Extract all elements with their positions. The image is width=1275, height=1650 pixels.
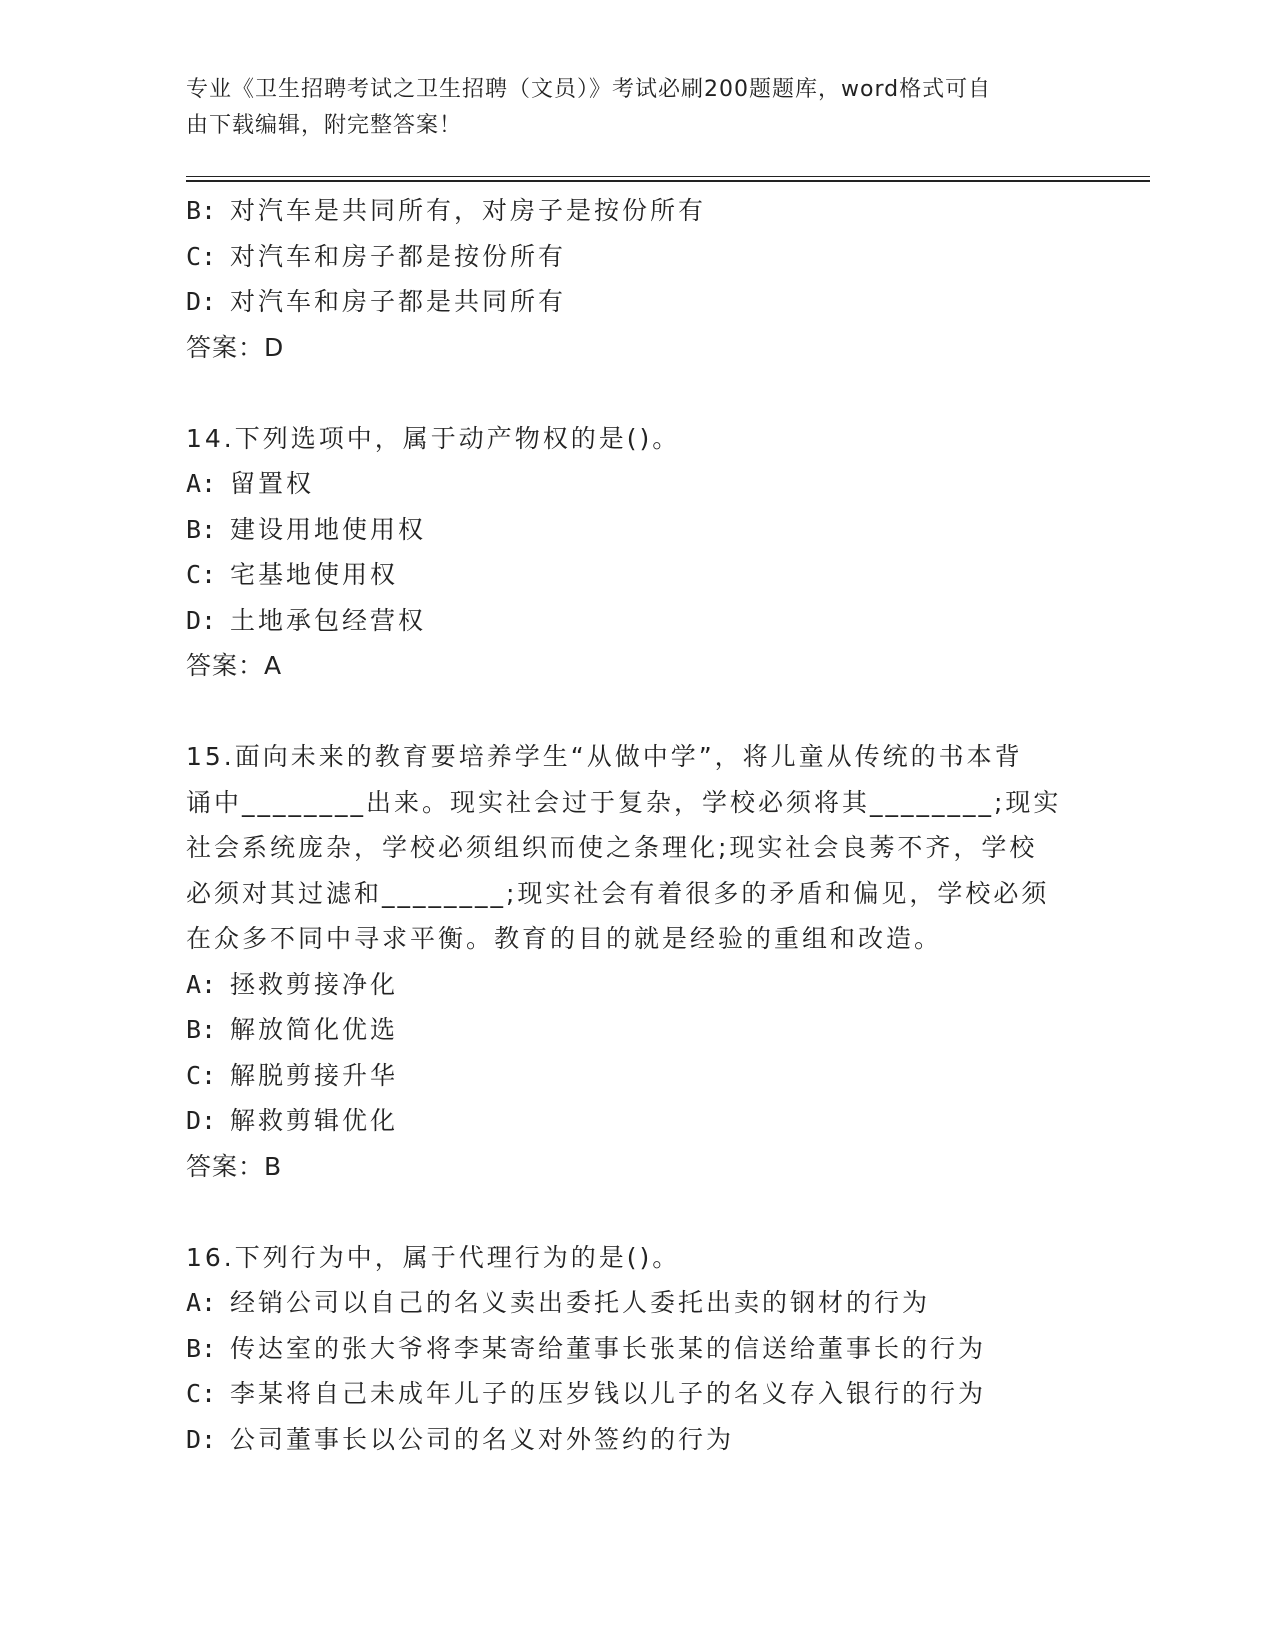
option-a: [186, 461, 1086, 507]
answer-line: 答案：D: [186, 332, 285, 362]
header-line-1: 专业《卫生招聘考试之卫生招聘（文员）》考试必刷200题题库，word格式可自: [186, 77, 992, 102]
option-letter: D:: [186, 1106, 217, 1135]
question-stem: 14.下列选项中，属于动产物权的是()。: [186, 423, 681, 453]
option-text: 公司董事长以公司的名义对外签约的行为: [230, 1424, 735, 1454]
option-text: 土地承包经营权: [230, 605, 427, 635]
question-stem-line: 在众多不同中寻求平衡。教育的目的就是经验的重组和改造。: [186, 924, 943, 953]
question-16: [186, 1235, 1086, 1463]
option-c: [186, 234, 1086, 280]
option-c: [186, 1053, 1086, 1099]
option-a: [186, 1280, 1086, 1326]
question-15: [186, 734, 1086, 1189]
spacer: [186, 689, 1086, 735]
answer-line: 答案：B: [186, 1151, 283, 1181]
option-letter: B:: [186, 1333, 217, 1363]
spacer: [186, 1189, 1086, 1235]
option-text: 对汽车和房子都是共同所有: [230, 287, 567, 316]
option-text: 解脱剪接升华: [230, 1060, 399, 1090]
question-stem-line: 15.面向未来的教育要培养学生“从做中学”，将儿童从传统的书本背: [186, 742, 1023, 771]
divider-line-thick: [186, 180, 1150, 182]
document-body: [186, 188, 1086, 1462]
option-text: 拯救剪接净化: [230, 969, 399, 999]
option-letter: A:: [186, 969, 217, 999]
option-b: [186, 1326, 1086, 1372]
option-letter: B:: [186, 1015, 217, 1044]
option-text: 留置权: [230, 469, 315, 498]
option-text: 李某将自己未成年儿子的压岁钱以儿子的名义存入银行的行为: [230, 1379, 987, 1408]
option-d: [186, 1417, 1086, 1463]
question-stem-line: 诵中________出来。现实社会过于复杂，学校必须将其________;现实: [186, 787, 1062, 817]
option-text: 对汽车和房子都是按份所有: [230, 241, 567, 271]
option-b: [186, 188, 1086, 234]
option-letter: D:: [186, 287, 217, 316]
option-d: [186, 279, 1086, 325]
spacer: [186, 370, 1086, 416]
document-header: [186, 72, 1066, 144]
option-b: [186, 1007, 1086, 1053]
question-stem-line: 必须对其过滤和________;现实社会有着很多的矛盾和偏见，学校必须: [186, 878, 1050, 908]
option-text: 宅基地使用权: [230, 560, 399, 589]
option-text: 解救剪辑优化: [230, 1106, 399, 1135]
question-13-tail: [186, 188, 1086, 370]
question-stem: 16.下列行为中，属于代理行为的是()。: [186, 1242, 681, 1272]
question-stem-line: 社会系统庞杂，学校必须组织而使之条理化;现实社会良莠不齐，学校: [186, 833, 1038, 862]
option-letter: A:: [186, 1288, 217, 1317]
option-letter: D:: [186, 605, 217, 635]
option-c: [186, 1371, 1086, 1417]
option-b: [186, 507, 1086, 553]
option-text: 经销公司以自己的名义卖出委托人委托出卖的钢材的行为: [230, 1288, 931, 1317]
option-d: [186, 1098, 1086, 1144]
option-letter: C:: [186, 241, 217, 271]
option-letter: A:: [186, 469, 217, 498]
option-text: 传达室的张大爷将李某寄给董事长张某的信送给董事长的行为: [230, 1333, 987, 1363]
option-text: 建设用地使用权: [230, 514, 427, 544]
question-14: [186, 416, 1086, 689]
option-letter: C:: [186, 1060, 217, 1090]
option-text: 对汽车是共同所有，对房子是按份所有: [230, 196, 707, 225]
answer-line: 答案：A: [186, 651, 283, 680]
option-c: [186, 552, 1086, 598]
option-a: [186, 962, 1086, 1008]
option-letter: D:: [186, 1424, 217, 1454]
option-d: [186, 598, 1086, 644]
divider-line-thin: [186, 176, 1150, 177]
option-letter: C:: [186, 1379, 217, 1408]
header-divider: [186, 176, 1150, 185]
option-text: 解放简化优选: [230, 1015, 399, 1044]
header-line-2: 由下载编辑，附完整答案！: [186, 113, 463, 138]
option-letter: C:: [186, 560, 217, 589]
option-letter: B:: [186, 196, 217, 225]
option-letter: B:: [186, 514, 217, 544]
